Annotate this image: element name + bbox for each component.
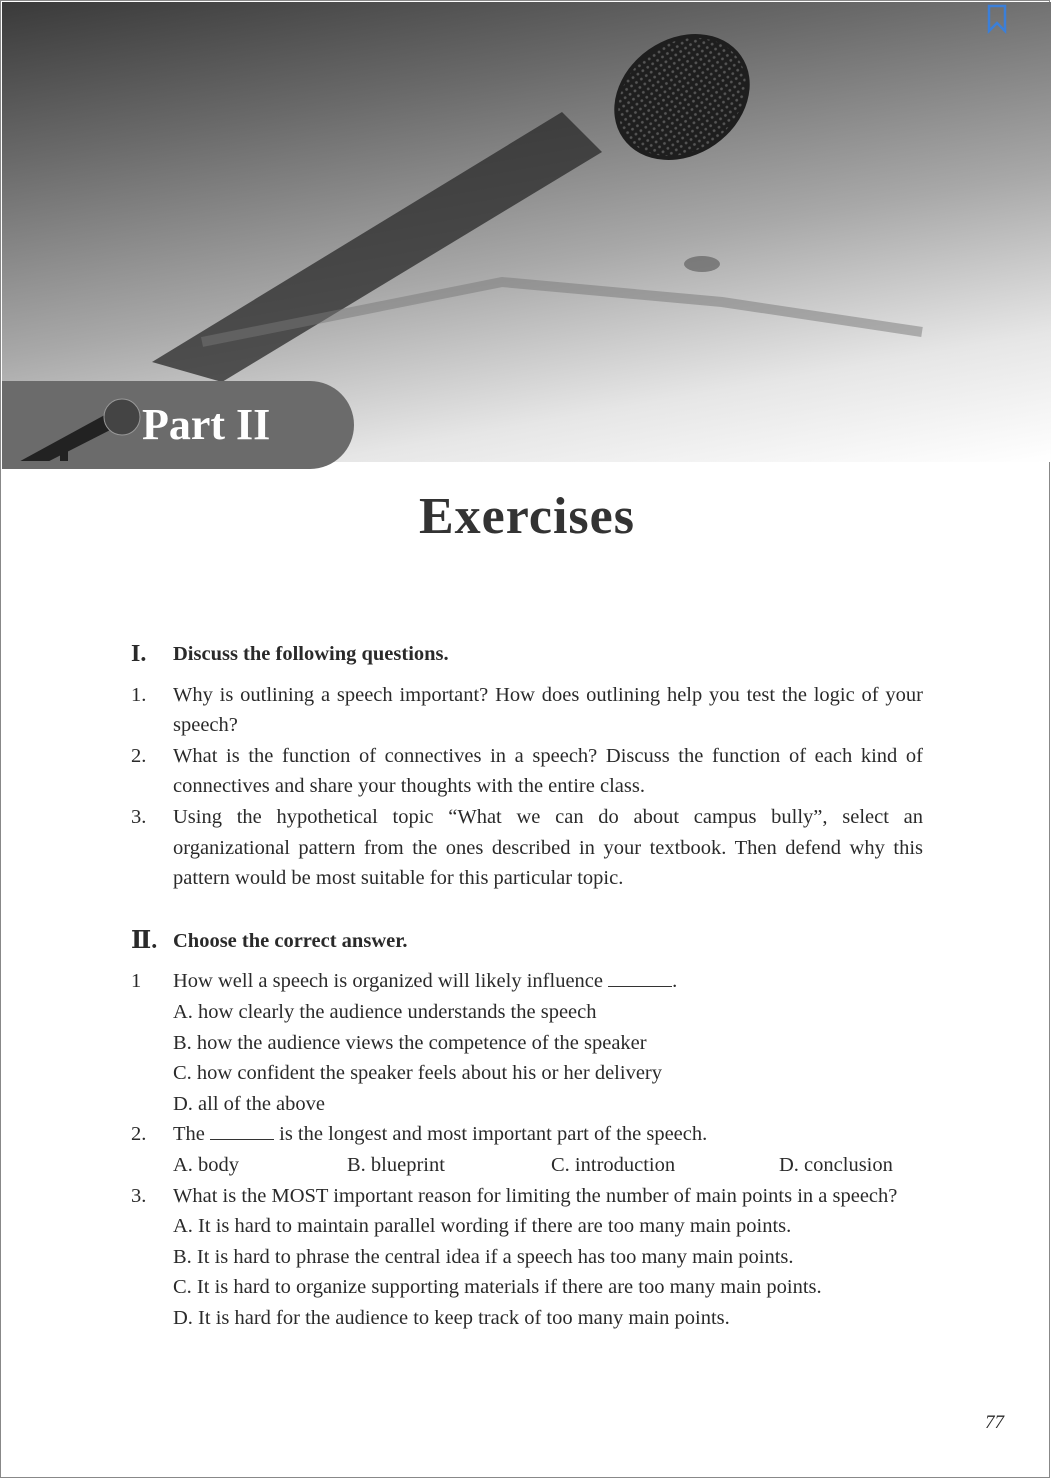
answer-option: C. introduction xyxy=(551,1153,676,1176)
exercise-content xyxy=(131,639,923,1333)
question-text: What is the MOST important reason for limiting the number of main points in a speech? xyxy=(173,1184,898,1207)
microphone-icon xyxy=(2,391,142,461)
question-text: What is the function of connectives in a speech? Discuss the function of each kind of connectives and share your thoughts with the entire class. xyxy=(173,744,923,798)
question-number: 2. xyxy=(131,744,147,767)
section-heading xyxy=(131,639,923,670)
part-label: Part II xyxy=(142,400,271,449)
question-number: 1 xyxy=(131,970,142,993)
section-heading xyxy=(131,926,923,957)
page-number: 77 xyxy=(985,1412,1004,1433)
answer-option: B. blueprint xyxy=(347,1153,445,1176)
part-tab xyxy=(2,381,354,469)
question-text: Why is outlining a speech important? How does outlining help you test the logic of your speech? xyxy=(173,683,923,737)
question-number: 3. xyxy=(131,805,147,828)
question-item xyxy=(131,1181,923,1212)
answer-blank xyxy=(608,968,672,987)
section-title: Choose the correct answer. xyxy=(173,929,408,952)
question-item xyxy=(131,1119,923,1150)
question-text: How well a speech is organized will likely influence xyxy=(173,970,603,993)
bookmark-icon[interactable] xyxy=(986,4,1008,34)
answer-option: A. body xyxy=(173,1153,240,1176)
question-number: 1. xyxy=(131,683,147,706)
answer-option: D. all of the above xyxy=(173,1092,325,1115)
answer-option: B. how the audience views the competence of the speaker xyxy=(173,1031,647,1054)
answer-option: D. It is hard for the audience to keep track of too many main points. xyxy=(173,1306,730,1329)
question-text: is the longest and most important part of the speech. xyxy=(279,1123,708,1146)
page-title: Exercises xyxy=(419,488,635,545)
question-item xyxy=(131,680,923,741)
answer-blank xyxy=(210,1121,274,1140)
question-number: 2. xyxy=(131,1123,147,1146)
section-title: Discuss the following questions. xyxy=(173,643,449,665)
question-item xyxy=(131,741,923,802)
answer-option: A. how clearly the audience understands the speech xyxy=(173,1000,597,1023)
question-item xyxy=(131,802,923,894)
question-number: 3. xyxy=(131,1184,147,1207)
section-number: Ⅱ. xyxy=(131,927,158,954)
answer-option: A. It is hard to maintain parallel wording if there are too many main points. xyxy=(173,1215,792,1238)
question-end: . xyxy=(672,970,678,993)
answer-option: D. conclusion xyxy=(779,1153,893,1176)
question-text: The xyxy=(173,1123,205,1146)
question-item xyxy=(131,966,923,997)
section-number: I. xyxy=(131,641,147,667)
answer-options-row xyxy=(131,1150,923,1181)
answer-option: C. how confident the speaker feels about his or her delivery xyxy=(173,1062,662,1085)
answer-option: B. It is hard to phrase the central idea if a speech has too many main points. xyxy=(173,1245,794,1268)
answer-option: C. It is hard to organize supporting materials if there are too many main points. xyxy=(173,1276,822,1299)
question-text: Using the hypothetical topic “What we can do about campus bully”, select an organizational pattern from the ones described in your textbook. Then defend why this pattern would be most suitable for this particular topic. xyxy=(173,805,923,890)
